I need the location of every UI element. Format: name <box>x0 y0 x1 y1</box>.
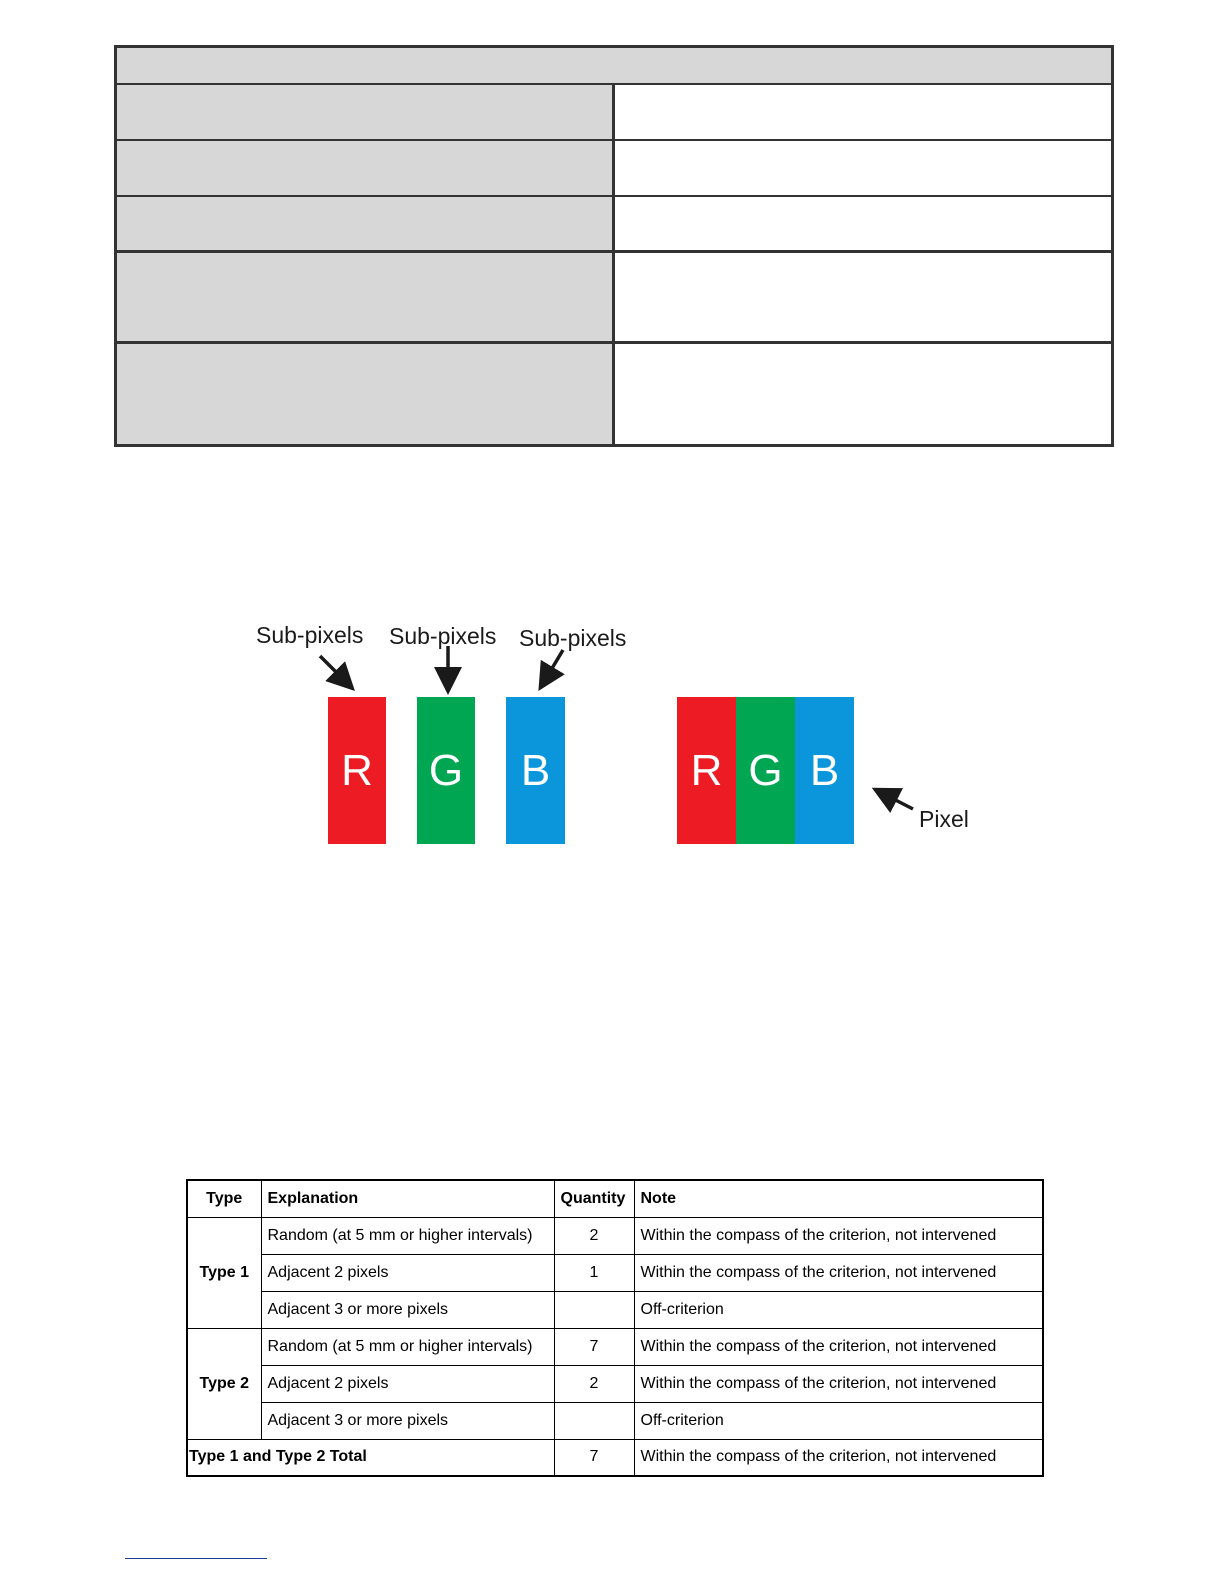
explanation-cell: Adjacent 2 pixels <box>261 1254 554 1291</box>
top-table-row-2 <box>117 141 1111 195</box>
type-2-cell: Type 2 <box>187 1328 261 1439</box>
explanation-cell: Adjacent 3 or more pixels <box>261 1402 554 1439</box>
total-note-cell: Within the compass of the criterion, not intervened <box>634 1439 1043 1476</box>
subpixel-red-letter: R <box>341 745 373 795</box>
header-quantity: Quantity <box>554 1180 634 1217</box>
top-blank-table <box>114 45 1114 447</box>
header-note: Note <box>634 1180 1043 1217</box>
top-table-label-cell <box>117 253 615 341</box>
top-table-label-cell <box>117 141 615 195</box>
quantity-cell <box>554 1291 634 1328</box>
table-row <box>187 1328 1043 1365</box>
header-type: Type <box>187 1180 261 1217</box>
note-cell: Within the compass of the criterion, not intervened <box>634 1365 1043 1402</box>
quantity-cell: 7 <box>554 1328 634 1365</box>
note-cell: Off-criterion <box>634 1402 1043 1439</box>
subpixel-label-green: Sub-pixels <box>389 623 497 649</box>
explanation-cell: Adjacent 3 or more pixels <box>261 1291 554 1328</box>
table-row <box>187 1291 1043 1328</box>
pixel-red-letter: R <box>690 745 723 795</box>
note-cell: Within the compass of the criterion, not intervened <box>634 1217 1043 1254</box>
table-row <box>187 1402 1043 1439</box>
table-row <box>187 1217 1043 1254</box>
subpixel-blue-letter: B <box>520 745 551 795</box>
subpixel-green-letter: G <box>428 745 464 795</box>
top-table-row-4 <box>117 253 1111 341</box>
total-label-cell: Type 1 and Type 2 Total <box>187 1439 554 1476</box>
subpixel-label-blue: Sub-pixels <box>519 625 627 651</box>
arrow-to-pixel <box>878 791 913 809</box>
quantity-cell <box>554 1402 634 1439</box>
pixel-blue-letter: B <box>809 745 840 795</box>
quantity-cell: 2 <box>554 1365 634 1402</box>
note-cell: Within the compass of the criterion, not intervened <box>634 1328 1043 1365</box>
rgb-pixel-diagram <box>0 600 1224 860</box>
type-1-cell: Type 1 <box>187 1217 261 1328</box>
quantity-cell: 2 <box>554 1217 634 1254</box>
header-explanation: Explanation <box>261 1180 554 1217</box>
explanation-cell: Adjacent 2 pixels <box>261 1365 554 1402</box>
arrow-overlay <box>0 600 1224 860</box>
pixel-green-letter: G <box>748 745 783 795</box>
explanation-cell: Random (at 5 mm or higher intervals) <box>261 1328 554 1365</box>
pixel-criteria-table <box>186 1179 1044 1477</box>
arrow-to-red <box>320 656 350 686</box>
table-total-row <box>187 1439 1043 1476</box>
table-row <box>187 1254 1043 1291</box>
top-table-header-row <box>117 48 1111 84</box>
note-cell: Off-criterion <box>634 1291 1043 1328</box>
top-table-label-cell <box>117 85 615 139</box>
top-table-row-1 <box>117 85 1111 139</box>
table-row <box>187 1365 1043 1402</box>
note-cell: Within the compass of the criterion, not intervened <box>634 1254 1043 1291</box>
top-table-label-cell <box>117 344 615 444</box>
quantity-cell: 1 <box>554 1254 634 1291</box>
top-table-label-cell <box>117 197 615 250</box>
arrow-to-blue <box>542 650 563 685</box>
footnote-separator <box>125 1558 267 1559</box>
explanation-cell: Random (at 5 mm or higher intervals) <box>261 1217 554 1254</box>
top-table-row-3 <box>117 197 1111 250</box>
subpixel-label-red: Sub-pixels <box>256 622 364 648</box>
table-header-row <box>187 1180 1043 1217</box>
pixel-label: Pixel <box>919 806 969 832</box>
top-table-row-5 <box>117 344 1111 444</box>
total-quantity-cell: 7 <box>554 1439 634 1476</box>
